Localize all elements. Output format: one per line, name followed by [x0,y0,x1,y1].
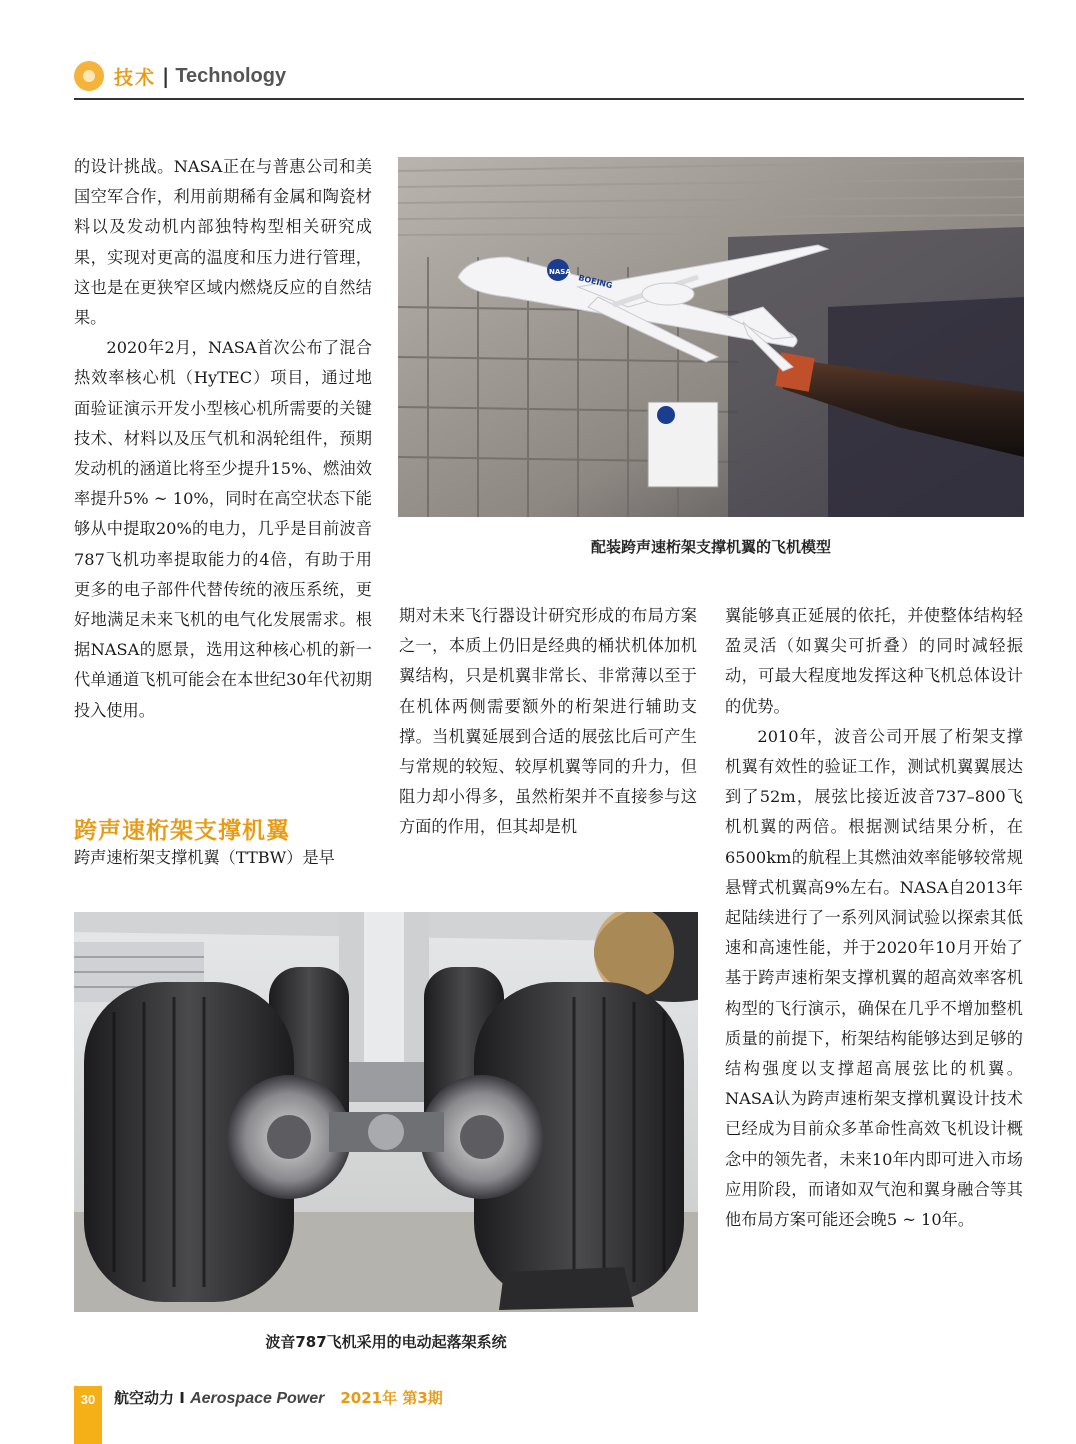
paragraph: 期对未来飞行器设计研究形成的布局方案之一，本质上仍旧是经典的桶状机体加机翼结构，只是机翼非常长、非常薄以至于在机体两侧需要额外的桁架进行辅助支撑。当机翼延展到合适的展弦比后可产生与常规的较短、较厚机翼等同的升力，但阻力却小得多，虽然桁架并不直接参与这方面的作用，但其却是机 [399,606,697,837]
paragraph: 2010年，波音公司开展了桁架支撑机翼有效性的验证工作，测试机翼翼展达到了52m，展弦比接近波音737–800飞机机翼的两倍。根据测试结果分析，在6500km的航程上其燃油效率能够较常规悬臂式机翼高9%左右。NASA自2013年起陆续进行了一系列风洞试验以探索其低速和高速性能，并于2020年10月开始了基于跨声速桁架支撑机翼的超高效率客机构型的飞行演示，确保在几乎不增加整机质量的前提下，桁架结构能够达到足够的结构强度以支撑超高展弦比的机翼。NASA认为跨声速桁架支撑机翼设计技术已经成为目前众多革命性高效飞机设计概念中的领先者，未来10年内即可进入市场应用阶段，而诸如双气泡和翼身融合等其他布局方案可能还会晚5 ~ 10年。 [725,726,1023,1230]
section-header [74,60,286,92]
section-circle-icon [74,61,104,91]
figure-2-caption: 波音787飞机采用的电动起落架系统 [265,1333,507,1351]
figure-landing-gear-photo [74,912,698,1312]
column-3 [725,601,1023,1235]
section-title-en: Technology [175,64,287,87]
section-title-cn: 技术 [114,66,157,89]
journal-name-en: Aerospace Power [190,1390,325,1407]
column-1-bottom [74,843,372,873]
paragraph: 翼能够真正延展的依托，并使整体结构轻盈灵活（如翼尖可折叠）的同时减轻振动，可最大程度地发挥这种飞机总体设计的优势。 [725,606,1023,716]
header-rule [74,98,1024,100]
landing-gear-illustration [74,912,698,1312]
journal-name-cn: 航空动力 [114,1389,175,1407]
issue-label: 2021年 第3期 [340,1389,443,1407]
page-number: 30 [74,1386,102,1444]
nasa-logo-text: NASA [549,268,571,276]
section-heading: 跨声速桁架支撑机翼 [74,818,290,844]
paragraph: 跨声速桁架支撑机翼（TTBW）是早 [74,848,335,867]
paragraph: 的设计挑战。NASA正在与普惠公司和美国空军合作，利用前期稀有金属和陶瓷材料以及发动机内部独特构型相关研究成果，实现对更高的温度和压力进行管理，这也是在更狭窄区域内燃烧反应的自然结果。 [74,157,372,328]
boeing-logo-text: BOEING [577,273,614,291]
page-footer [74,1386,443,1444]
journal-title [114,1387,324,1408]
column-2 [399,601,697,843]
journal-divider: I [179,1389,185,1407]
figure-aircraft-model-photo [398,157,1024,517]
wind-tunnel-illustration [398,157,1024,517]
column-1-top [74,152,372,726]
figure-1-caption: 配装跨声速桁架支撑机翼的飞机模型 [590,538,831,556]
paragraph: 2020年2月，NASA首次公布了混合热效率核心机（HyTEC）项目，通过地面验证演示开发小型核心机所需要的关键技术、材料以及压气机和涡轮组件，预期发动机的涵道比将至少提升15%、燃油效率提升5% ~ 10%，同时在高空状态下能够从中提取20%的电力，几乎是目前波音787飞机功率提取能力的4倍，有助于用更多的电子部件代替传统的液压系统，更好地满足未来飞机的电气化发展需求。根据NASA的愿景，选用这种核心机的新一代单通道飞机可能会在本世纪30年代初期投入使用。 [74,338,372,720]
section-divider: | [162,64,170,88]
